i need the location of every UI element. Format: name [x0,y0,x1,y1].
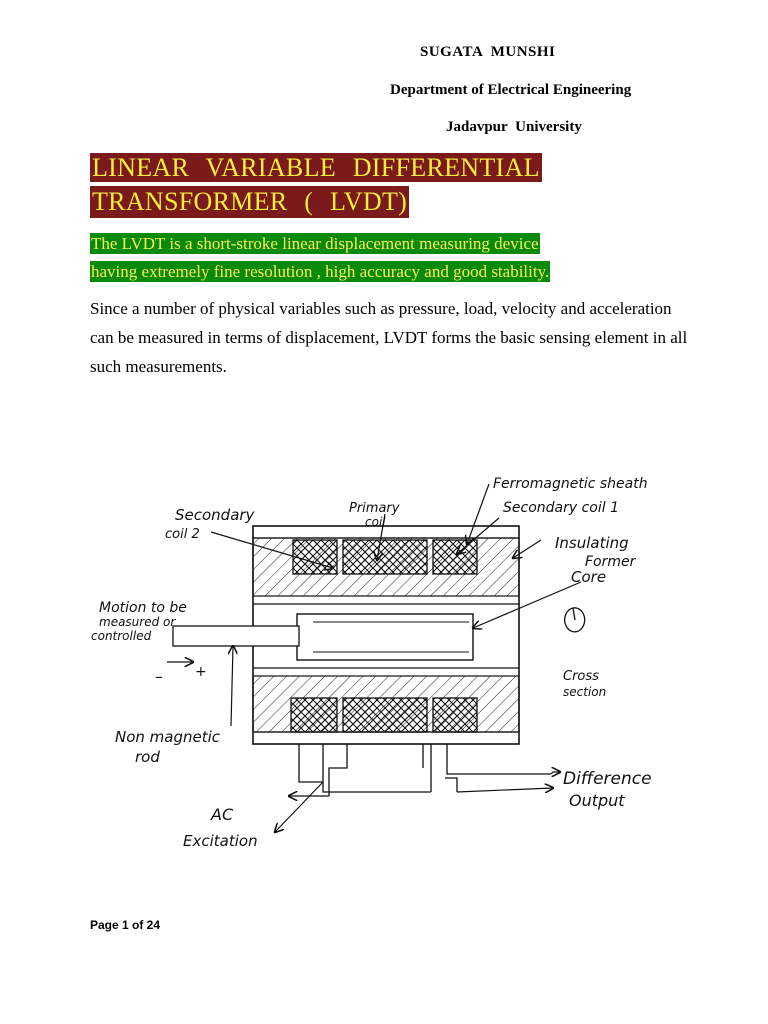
secondary-coil-1-top [433,540,477,574]
label-minus: – [155,667,163,686]
title-line-1: LINEAR VARIABLE DIFFERENTIAL [92,153,540,182]
label-secondary-coil-1: Secondary coil 1 [503,500,619,516]
label-core: Core [571,568,607,586]
department-name: Department of Electrical Engineering [390,82,632,98]
nonmagnetic-rod [173,626,299,646]
label-nonmagnetic-a: Non magnetic [115,728,221,746]
label-plus: + [195,664,207,680]
label-motion-c: controlled [91,629,152,643]
lvdt-diagram [85,432,725,872]
label-output: Output [569,791,625,810]
label-insulating-former-a: Insulating [555,534,629,552]
intro-line-2: having extremely fine resolution , high accuracy and good stability. [91,262,550,281]
label-secondary-coil-2-b: coil 2 [165,527,200,542]
intro-line-1: The LVDT is a short-stroke linear displacement measuring device [91,234,539,253]
intro-highlight [90,230,690,286]
label-secondary-coil-2-a: Secondary [175,506,255,524]
label-motion-a: Motion to be [99,600,187,616]
primary-coil-top [343,540,427,574]
document-title [90,152,542,218]
author-name: SUGATA MUNSHI [420,44,556,60]
label-ferromagnetic-sheath: Ferromagnetic sheath [493,476,648,492]
page-number: Page 1 of 24 [90,918,161,932]
label-ac-a: AC [211,805,234,824]
label-primary-coil-a: Primary [349,501,400,516]
secondary-coil-2-bottom [291,698,337,732]
label-insulating-former-b: Former [585,554,636,570]
label-nonmagnetic-b: rod [135,748,160,766]
label-ac-b: Excitation [183,832,258,850]
title-line-2: TRANSFORMER ( LVDT) [92,187,408,216]
label-difference: Difference [563,769,652,789]
label-primary-coil-b: coil [365,515,386,529]
primary-coil-bottom [343,698,427,732]
label-motion-b: measured or [99,615,176,629]
label-cross-section-a: Cross [563,669,599,684]
body-paragraph: Since a number of physical variables such as pressure, load, velocity and acceleration can be measured in terms of displacement, LVDT forms the basic sensing element in all such measurements. [90,299,688,376]
core [297,614,473,660]
label-cross-section-b: section [563,685,607,699]
secondary-coil-2-top [293,540,337,574]
university-name: Jadavpur University [446,119,582,135]
secondary-coil-1-bottom [433,698,477,732]
